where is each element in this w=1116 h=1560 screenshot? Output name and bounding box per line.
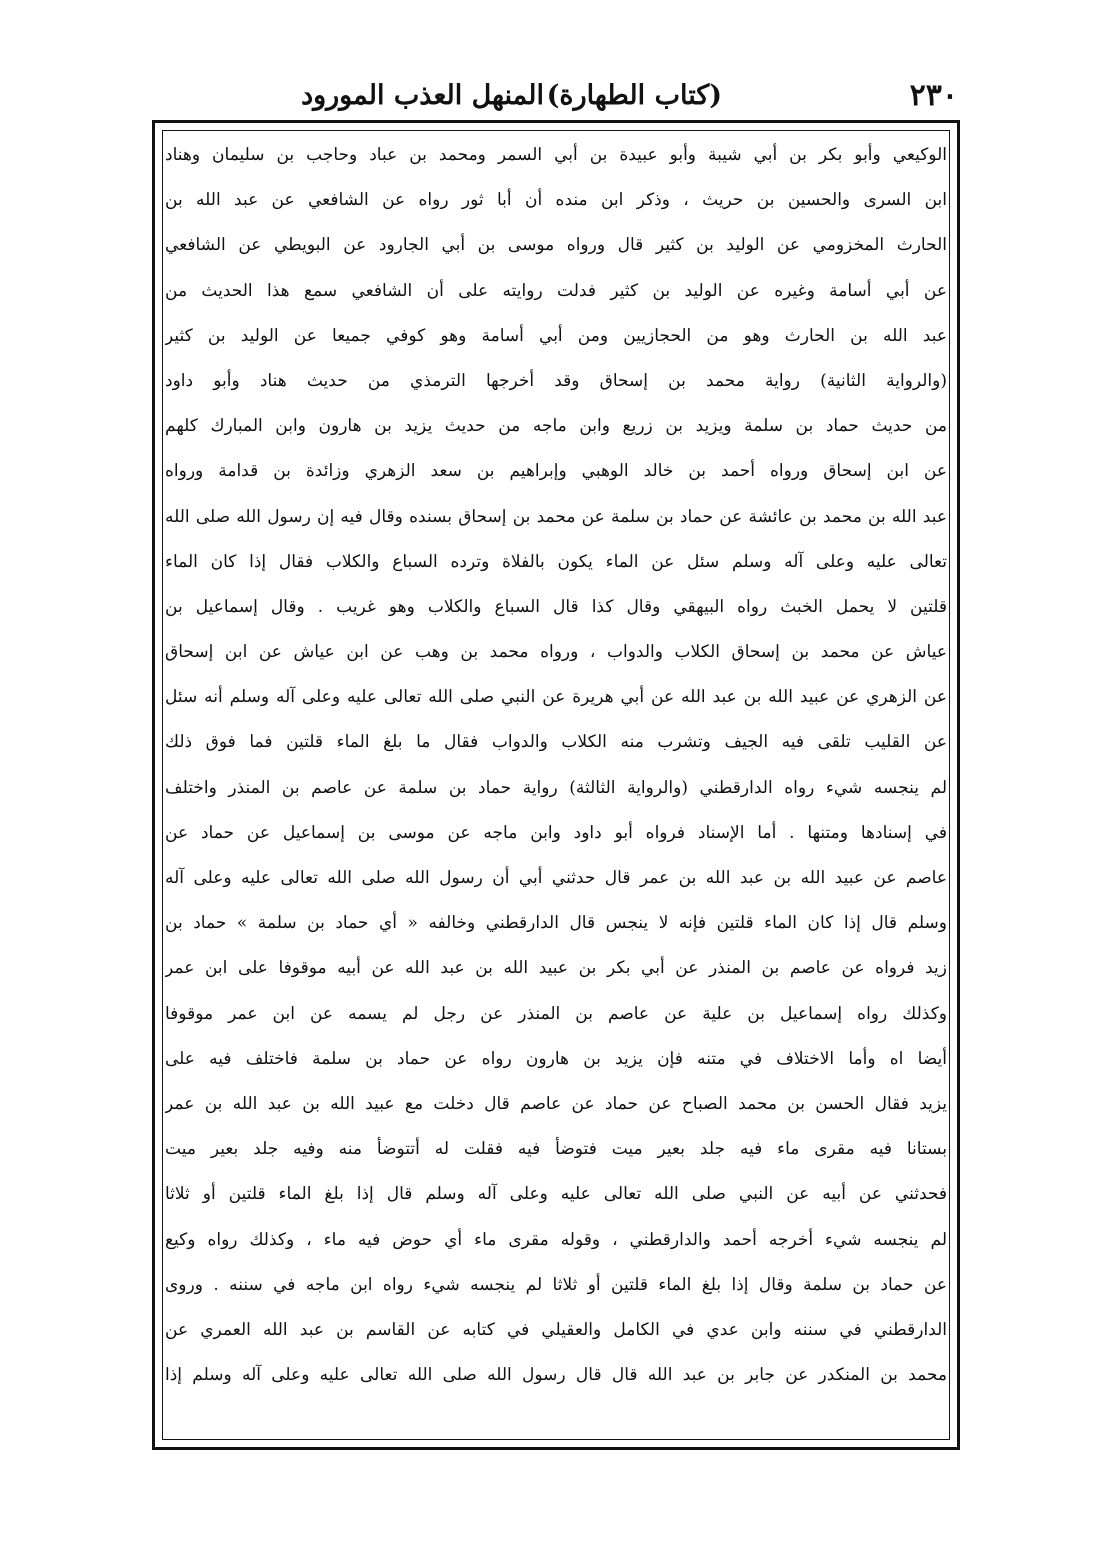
text-line: يزيد فقال الحسن بن محمد الصباح عن حماد عن عاصم قال دخلت مع عبيد الله بن عبد الله بن عمر <box>165 1093 947 1114</box>
text-line: عن أبي أسامة وغيره عن الوليد بن كثير فدلت روايته على أن الشافعي سمع هذا الحديث من <box>165 280 947 301</box>
text-line: لم ينجسه شيء أخرجه أحمد والدارقطني ، وقوله مقرى ماء أي حوض فيه ماء ، وكذلك رواه وكيع <box>165 1229 947 1250</box>
text-line: وسلم قال إذا كان الماء قلتين فإنه لا ينجس قال الدارقطني وخالفه « أي حماد بن سلمة » حماد بن <box>165 913 947 934</box>
text-line: من حديث حماد بن سلمة ويزيد بن زريع وابن ماجه من حديث يزيد بن هارون وابن المبارك كلهم <box>165 416 947 437</box>
page-frame <box>152 120 960 1450</box>
text-line: عبد الله بن الحارث وهو من الحجازيين ومن أبي أسامة وهو كوفي جميعا عن الوليد بن كثير <box>165 325 947 346</box>
text-line: عن ابن إسحاق ورواه أحمد بن خالد الوهبي وإبراهيم بن سعد الزهري وزائدة بن قدامة ورواه <box>165 461 947 482</box>
text-line: الحارث المخزومي عن الوليد بن كثير قال ورواه موسى بن أبي الجارود عن البويطي عن الشافعي <box>165 235 947 256</box>
text-line: أيضا اه وأما الاختلاف في متنه فإن يزيد بن هارون رواه عن حماد بن سلمة فاختلف فيه على <box>165 1048 947 1069</box>
page-number: ٢٣٠ <box>909 78 958 113</box>
text-line: فحدثني عن أبيه عن النبي صلى الله تعالى عليه وعلى آله وسلم قال إذا بلغ الماء قلتين أو ثلاثا <box>165 1184 947 1205</box>
text-line: لم ينجسه شيء رواه الدارقطني (والرواية الثالثة) رواية حماد بن سلمة عن عاصم بن المنذر واختلف <box>165 777 947 798</box>
section-title: (كتاب الطهارة) <box>546 80 722 111</box>
book-title: المنهل العذب المورود <box>301 80 544 111</box>
text-line: قلتين لا يحمل الخبث رواه البيهقي وقال كذا قال السباع والكلاب وهو غريب . وقال إسماعيل بن <box>165 596 947 617</box>
text-line: الوكيعي وأبو بكر بن أبي شيبة وأبو عبيدة بن أبي السمر ومحمد بن عباد وحاجب بن سليمان وهناد <box>165 145 947 165</box>
text-line: عن الزهري عن عبيد الله بن عبد الله عن أبي هريرة عن النبي صلى الله تعالى عليه وعلى آله وسلم أنه سئل <box>165 687 947 708</box>
text-line: عن القليب تلقى فيه الجيف وتشرب منه الكلاب والدواب فقال ما بلغ الماء قلتين فما فوق ذلك <box>165 732 947 753</box>
text-line: الدارقطني في سننه وابن عدي في الكامل والعقيلي في كتابه عن القاسم بن عبد الله العمري عن <box>165 1319 947 1340</box>
text-body <box>165 133 947 1439</box>
text-line: وكذلك رواه إسماعيل بن علية عن عاصم بن المنذر عن رجل لم يسمه عن ابن عمر موقوفا <box>165 1003 947 1024</box>
text-line: (والرواية الثانية) رواية محمد بن إسحاق وقد أخرجها الترمذي من حديث هناد وأبو داود <box>165 370 947 391</box>
text-line: تعالى عليه وعلى آله وسلم سئل عن الماء يكون بالفلاة وترده السباع والكلاب فقال إذا كان الماء <box>165 551 947 572</box>
text-line: في إسنادها ومتنها . أما الإسناد فرواه أبو داود وابن ماجه عن موسى بن إسماعيل عن حماد عن <box>165 822 947 843</box>
text-line: عياش عن محمد بن إسحاق الكلاب والدواب ، ورواه محمد بن وهب عن ابن عياش عن ابن إسحاق <box>165 642 947 663</box>
text-line: محمد بن المنكدر عن جابر بن عبد الله قال قال رسول الله صلى الله تعالى عليه وعلى آله وسلم إذا <box>165 1365 947 1386</box>
text-line: بستانا فيه مقرى ماء فيه جلد بعير ميت فتوضأ فيه فقلت له أتتوضأ منه وفيه جلد بعير ميت <box>165 1139 947 1160</box>
text-line: ابن السرى والحسين بن حريث ، وذكر ابن منده أن أبا ثور رواه عن الشافعي عن عبد الله بن <box>165 190 947 211</box>
text-line: عبد الله بن محمد بن عائشة عن حماد بن سلمة عن محمد بن إسحاق بسنده وقال فيه إن رسول الله صلى الله <box>165 506 947 527</box>
text-line: عن حماد بن سلمة وقال إذا بلغ الماء قلتين أو ثلاثا لم ينجسه شيء رواه ابن ماجه في سننه . وروى <box>165 1274 947 1295</box>
text-line: زيد فرواه عن عاصم بن المنذر عن أبي بكر بن عبيد الله بن عبد الله عن أبيه موقوفا على ابن عمر <box>165 958 947 979</box>
text-line: عاصم عن عبيد الله بن عبد الله بن عمر قال حدثني أبي أن رسول الله صلى الله تعالى عليه وعلى آله <box>165 868 947 888</box>
